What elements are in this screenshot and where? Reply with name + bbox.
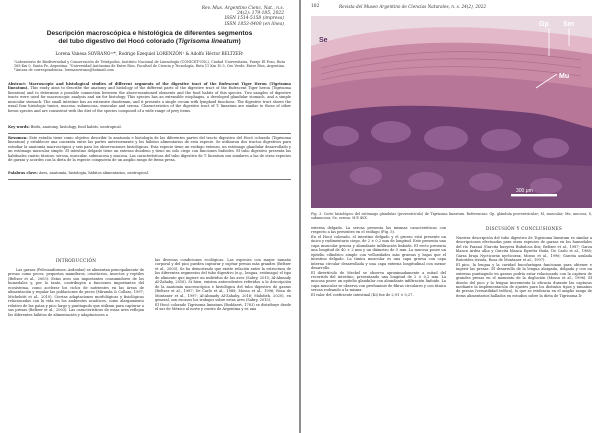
palabras-clave: Palabras clave: Aves, anatomía, histología, hábitos alimentarios, neotropical. [8,171,149,175]
journal-citation: Rev. Mus. Argentino Cienc. Nat., n.s. [201,6,284,11]
discussion-column: Nuestra descripción del tubo digestivo de Tigrisoma lineatum es similar a descripciones efectuadas para otras especies de garzas en los humedales del río Paraná (Garcita bueyera Bubulcus ibis; Beltzer et al., 1987; Garza blanca Ardea alba y Garcita blanca Egretta thula; De Carlo et al., 1988; Garza bruja Nycticorax nycticorax, Mosso et al., 1996; Garcita azulada Butorides striata, Rosa de Montaner et al., 1997). El pico, la lengua y la cavidad bucofaríngea funcionan para obtener e ingerir las presas. El desarrollo de la lengua alargada, delgada y con un extremo puntiagudo en garzas podría estar relacionado con la captura de grandes presas en el momento de la deglución (Mosso et al., 1996). El diseño del pico y la lengua incrementa la eficacia durante las capturas mediante la implementación de ajustes para los distintos tipos y tamaños de presas (versatilidad trófica), lo que se evidencia en el amplio rango de ítems alimentarios hallados en estudios sobre la dieta de Tigrisoma li- [456,236,592,298]
abstract-label: Abstract: [8,82,27,86]
figure-caption: Fig. 3. Corte histológico del estómago glandular (proventrículo) de Tigrisoma lineatum. Referencias: Gp, glándula proventricular; M, muscular; Mu, mucosa; S, submucosa; Se, serosa. H-E 40X. [311,212,592,221]
figure-label-sm: Sm [563,21,574,28]
divider [8,179,291,180]
abstract [8,82,291,113]
authors: Lorena Vanesa SOVRANO¹²*, Rodrigo Ezequiel LORENZÓN¹ & Adolfo Héctor BELTZER¹ [55,51,244,56]
results-column: externa delgada. La serosa presenta las mismas características con respecto a las presentes en el esófago (Fig. 5). En el Hocó colorado, el intestino delgado y el grueso está presente un único y rudimentario ciego, de 2 ± 0,2 mm de longitud. Este presenta una capa muscular gruesa y abundante infiltración linfoide. El recto presenta una longitud de 40 ± 2 mm y un diámetro de 5 mm. La mucosa posee un epitelio cilíndrico simple con vellosidades más gruesas y bajas que el intestino delgado. La túnica muscular es una capa gruesa con capa interna circular desarrollada y una capa externa longitudinal con menor desarrollo. El divertículo de Meckel se observa aproximadamente a mitad del recorrido del intestino, presentando una longitud de 2 ± 0,2 mm. La mucosa posee un epitelio glandular con abundante infiltración linfoide. La capa muscular se observa con predominio de fibras circulares y con túnica serosa rodeando a la misma. El valor del coeficiente intestinal (Ki) fue de 2,91 ± 0,27. [311,226,446,297]
issn-online: ISSN 1853-0400 (en línea) [224,21,284,27]
left-page [0,0,299,433]
page-number: 182 [311,4,320,9]
figure-label-gp: Gp [539,21,549,28]
resumen-text: Este estudio tiene como objetivo describir la anatomía e histología de las diferentes partes del tracto digestivo del Hocó colorado (Tigrisoma lineatum) y establecer una conexión entre las partes anteriormente y los hábitos alimentarios de esta especie. Se utilizaron dos tractos digestivos para estudiar la anatomía macroscópica y seis para los observaciones histológicas. Esta especie tiene un esófago extenso, un estómago glandular desarrollado y un estómago muscular simple. El intestino delgado tiene un extenso duodeno y tiene un solo ciego con funciones linfoides. El tubo digestivo presenta las habituales cuatro túnicas: serosa, muscular, submucosa y mucosa. Las características del tubo digestivo de T. lineatum son similares a las de otras especies de garzas y acordes con la dieta de la especie compuesta de un amplio rango de ítems presa. [8,136,291,163]
abstract-text: This study aims to describe the anatomy and histology of the different parts of the digestive tract of the Rufescent Tiger heron (Tigrisoma lineatum) and to determine a possible connection between the above-mentioned elements and the food habits of this species. Two samples of digestive tracts were used for macroscopic analysis and six for histology. This species has an extensible esophagus, a developed glandular stomach, and a simple muscular stomach. The small intestine has an extensive duodenum, and it presents a single cecum with lymphoid functions. The digestive tract shows the usual four histologic tunics, mucosa, submucosa, muscular and serosa. Characteristics of the digestive tract of T. lineatum are similar to those of other heron species and are consistent with the diet of the species composed of a wide range of prey items. [8,86,291,113]
keywords-label: Key words: [8,125,30,129]
abstract-heading: Macroscopic and histological studies of different segments of the digestive tract of the Rufescent Tiger Heron (Tigrisoma lineatum). [8,82,291,91]
discussion-heading: DISCUSIÓN Y CONCLUSIONES [486,226,562,231]
divider [8,133,291,134]
running-head: Revista del Museo Argentino de Ciencias Naturales, n. s. 24(2), 2022 [339,4,487,9]
intro-heading: INTRODUCCIÓN [55,258,97,263]
palabras-label: Palabras clave: [8,171,38,175]
keywords: Key words: Birds, anatomy, histology, food habits, neotropical. [8,125,122,129]
title-line-2: del tubo digestivo del Hocó colorado (Tigrisoma lineatum) [58,37,241,45]
histology-figure [311,16,592,208]
figure-label-se: Se [319,37,328,44]
issn-print: ISSN 1514-5158 (impresa) [224,16,284,22]
right-page [301,0,600,433]
histology-micrograph [311,16,592,208]
resumen [8,136,291,163]
journal-header [120,6,284,27]
title-line-1: Descripción macroscópica e histológica de diferentes segmentos [46,30,253,37]
article-title [8,30,291,45]
journal-volume: 24(2): 179-185, 2022 [237,11,284,17]
scale-bar-label: 300 μm [516,188,533,194]
affiliations: ¹Laboratorio de Biodiversidad y Conservación de Tetrápodos, Instituto Nacional de Limnología (CONICET-UNL), Ciudad Universitaria, Paraje El Pozo, Ruta 168 Km 0, Santa Fe, Argentina. ²Universidad Autónoma de Entre Ríos, Facultad de Ciencia y Tecnología, Ruta 11 Km 10.5, Oro Verde, Entre Ríos, Argentina. *Autora de correspondencia: lorenasovrano@hotmail.com [14,60,285,73]
intro-column-2: las diversas condiciones ecológicas. Las especies con mayor tamaño corporal y del pico pueden capturar y sujetar presas más grandes (Beltzer et al., 2003). Se ha demostrado que existe relación entre la estructura de los diferentes segmentos del tubo digestivo (e.g., lengua, estómago) el tipo de alimento que ingiere un individuo de las aves (Sabry, 2015; Al-Ahmady Al-Zahaby, 2016). Si bien, existen antecedentes referidos a la descripción de la anatomía macroscópica e histológica del tubo digestivo de garzas (Beltzer et al., 1987; De Carlo et al., 1988; Mosso et al., 1996; Rosa de Montaner et al., 1997; Al-Ahmady Al-Zahaby, 2016; Mahdieh, 2020), en general, son escasos los trabajos sobre estas aves (Sabry, 2015). El Hocó colorado Tigrisoma lineatum (Boddaert, 1783) se distribuye desde el sur de México al norte y centro de Argentina y es una [155,258,291,311]
figure-label-mu: Mu [559,73,570,80]
resumen-label: Resumen: [8,136,28,140]
intro-column-1: Las garzas (Pelecaniformes: Ardeidae) se alimentan principalmente de presas como peces, pequeños mamíferos, crustáceos, insectos y reptiles (Beltzer et al., 2003). Estas aves son importantes consumidores de los humedales y, por lo tanto, contribuyen a funciones importantes del ecosistema, como acelerar los ciclos de nutrientes en las áreas de alimentación y regular las poblaciones de peces (Miranda & Collazo, 1997; Michelutti et al., 2010). Ciertas adaptaciones morfológicas y fisiológicas relacionadas con la vida en los ambientes acuáticos, como alargamiento relativo de las patas y pico largo y puntiagudo que utilizan para capturar a sus presas (Beltzer et al., 2003). Las características de estas aves reflejan los diferentes hábitos de alimentación y adaptaciones a [8,268,144,317]
scale-bar [511,194,557,196]
species-name: Tigrisoma lineatum [178,37,239,45]
